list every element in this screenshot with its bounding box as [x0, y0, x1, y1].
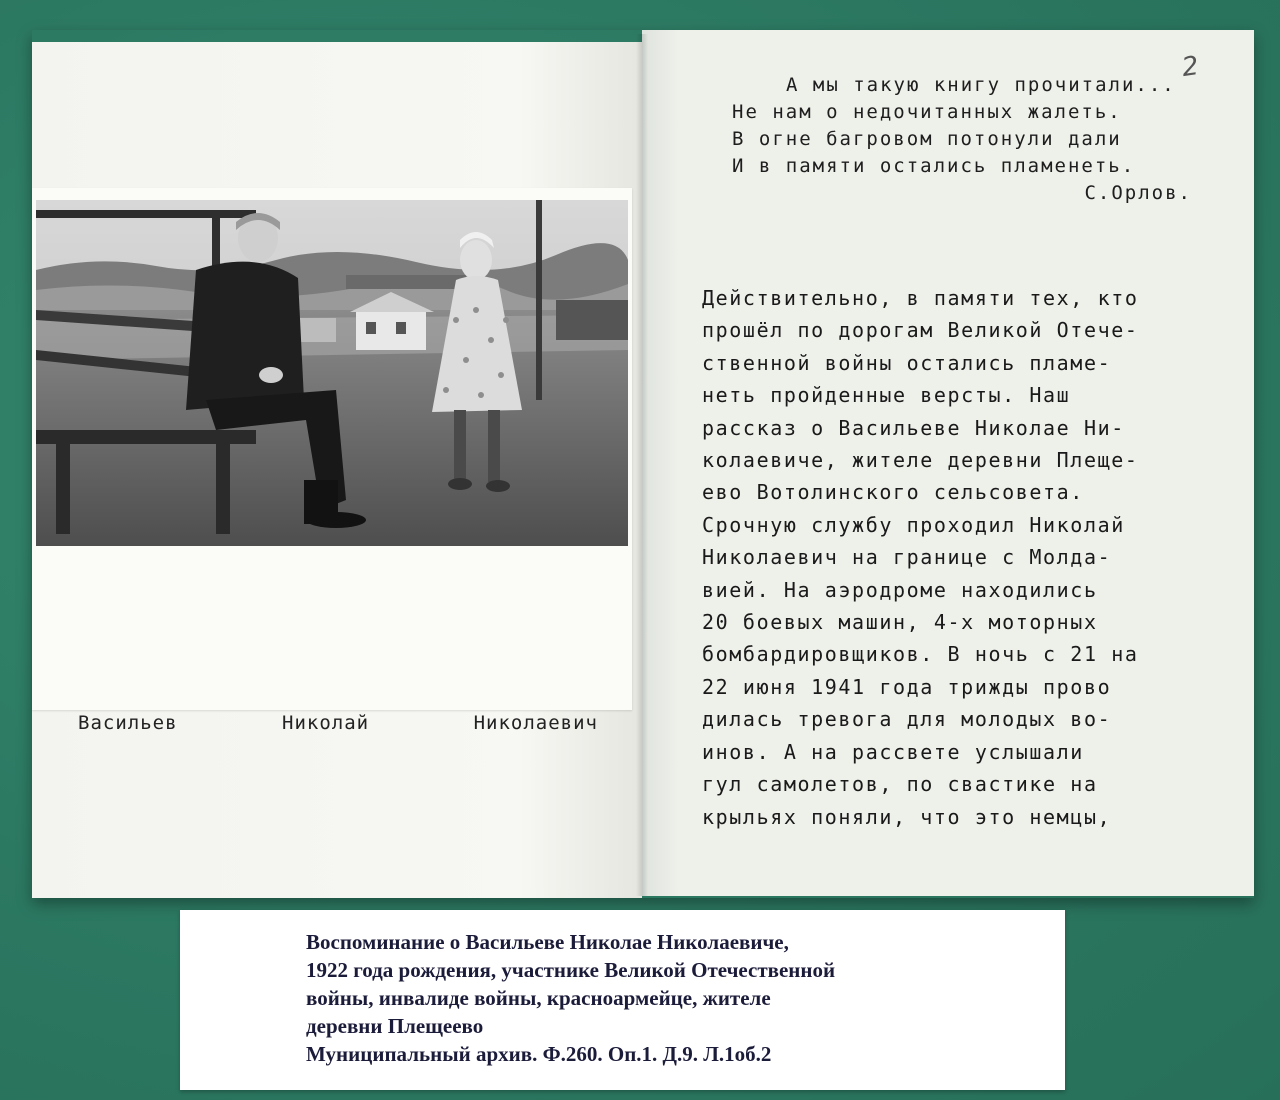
text-line: неть пройденные версты. Наш — [702, 383, 1071, 408]
text-line: бомбардировщиков. В ночь с 21 на — [702, 642, 1139, 667]
caption-patronymic: Николаевич — [473, 712, 598, 734]
text-line: дилась тревога для молодых во- — [702, 707, 1112, 732]
text-line: Срочную службу проходил Николай — [702, 512, 1125, 537]
booklet-spine — [636, 34, 648, 896]
caption-first-name: Николай — [282, 712, 370, 734]
text-line: колаевиче, жителе деревни Плеще- — [702, 448, 1139, 473]
text-line: ственной войны остались пламе- — [702, 350, 1112, 375]
label-line: деревни Плещеево — [306, 1014, 484, 1038]
photo-caption — [78, 712, 598, 734]
text-line: рассказ о Васильеве Николае Ни- — [702, 415, 1125, 440]
poem-line: В огне багровом потонули дали — [732, 128, 1122, 150]
poem-line: И в памяти остались пламенеть. — [732, 155, 1136, 177]
text-line: ево Вотолинского сельсовета. — [702, 480, 1084, 505]
text-line: Николаевич на границе с Молда- — [702, 545, 1112, 570]
text-line: 20 боевых машин, 4-х моторных — [702, 610, 1098, 635]
caption-surname: Васильев — [78, 712, 178, 734]
photo-old-man-and-girl-icon — [36, 200, 628, 546]
text-line: инов. А на рассвете услышали — [702, 739, 1084, 764]
text-line: вией. На аэродроме находились — [702, 577, 1098, 602]
archive-reference: Муниципальный архив. Ф.260. Оп.1. Д.9. Л.1об.2 — [306, 1042, 772, 1066]
poem-line: Не нам о недочитанных жалеть. — [732, 101, 1122, 123]
text-line: прошёл по дорогам Великой Отече- — [702, 318, 1139, 343]
text-line: гул самолетов, по свастике на — [702, 772, 1098, 797]
label-line: войны, инвалиде войны, красноармейце, жителе — [306, 986, 771, 1010]
exhibit-label-text — [306, 928, 1046, 1068]
poem-epigraph — [732, 72, 1232, 207]
text-line: 22 июня 1941 года трижды прово — [702, 674, 1112, 699]
label-line: Воспоминание о Васильеве Николае Николаевиче, — [306, 930, 789, 954]
poem-line: А мы такую книгу прочитали... — [786, 74, 1176, 96]
page-number: 2 — [1179, 50, 1201, 84]
text-line: крыльях поняли, что это немцы, — [702, 804, 1112, 829]
text-line: Действительно, в памяти тех, кто — [702, 286, 1139, 310]
label-line: 1922 года рождения, участнике Великой Отечественной — [306, 958, 836, 982]
memoir-text — [702, 282, 1232, 833]
exhibit-label-card — [180, 910, 1065, 1090]
poem-author: С.Орлов. — [1084, 182, 1192, 204]
